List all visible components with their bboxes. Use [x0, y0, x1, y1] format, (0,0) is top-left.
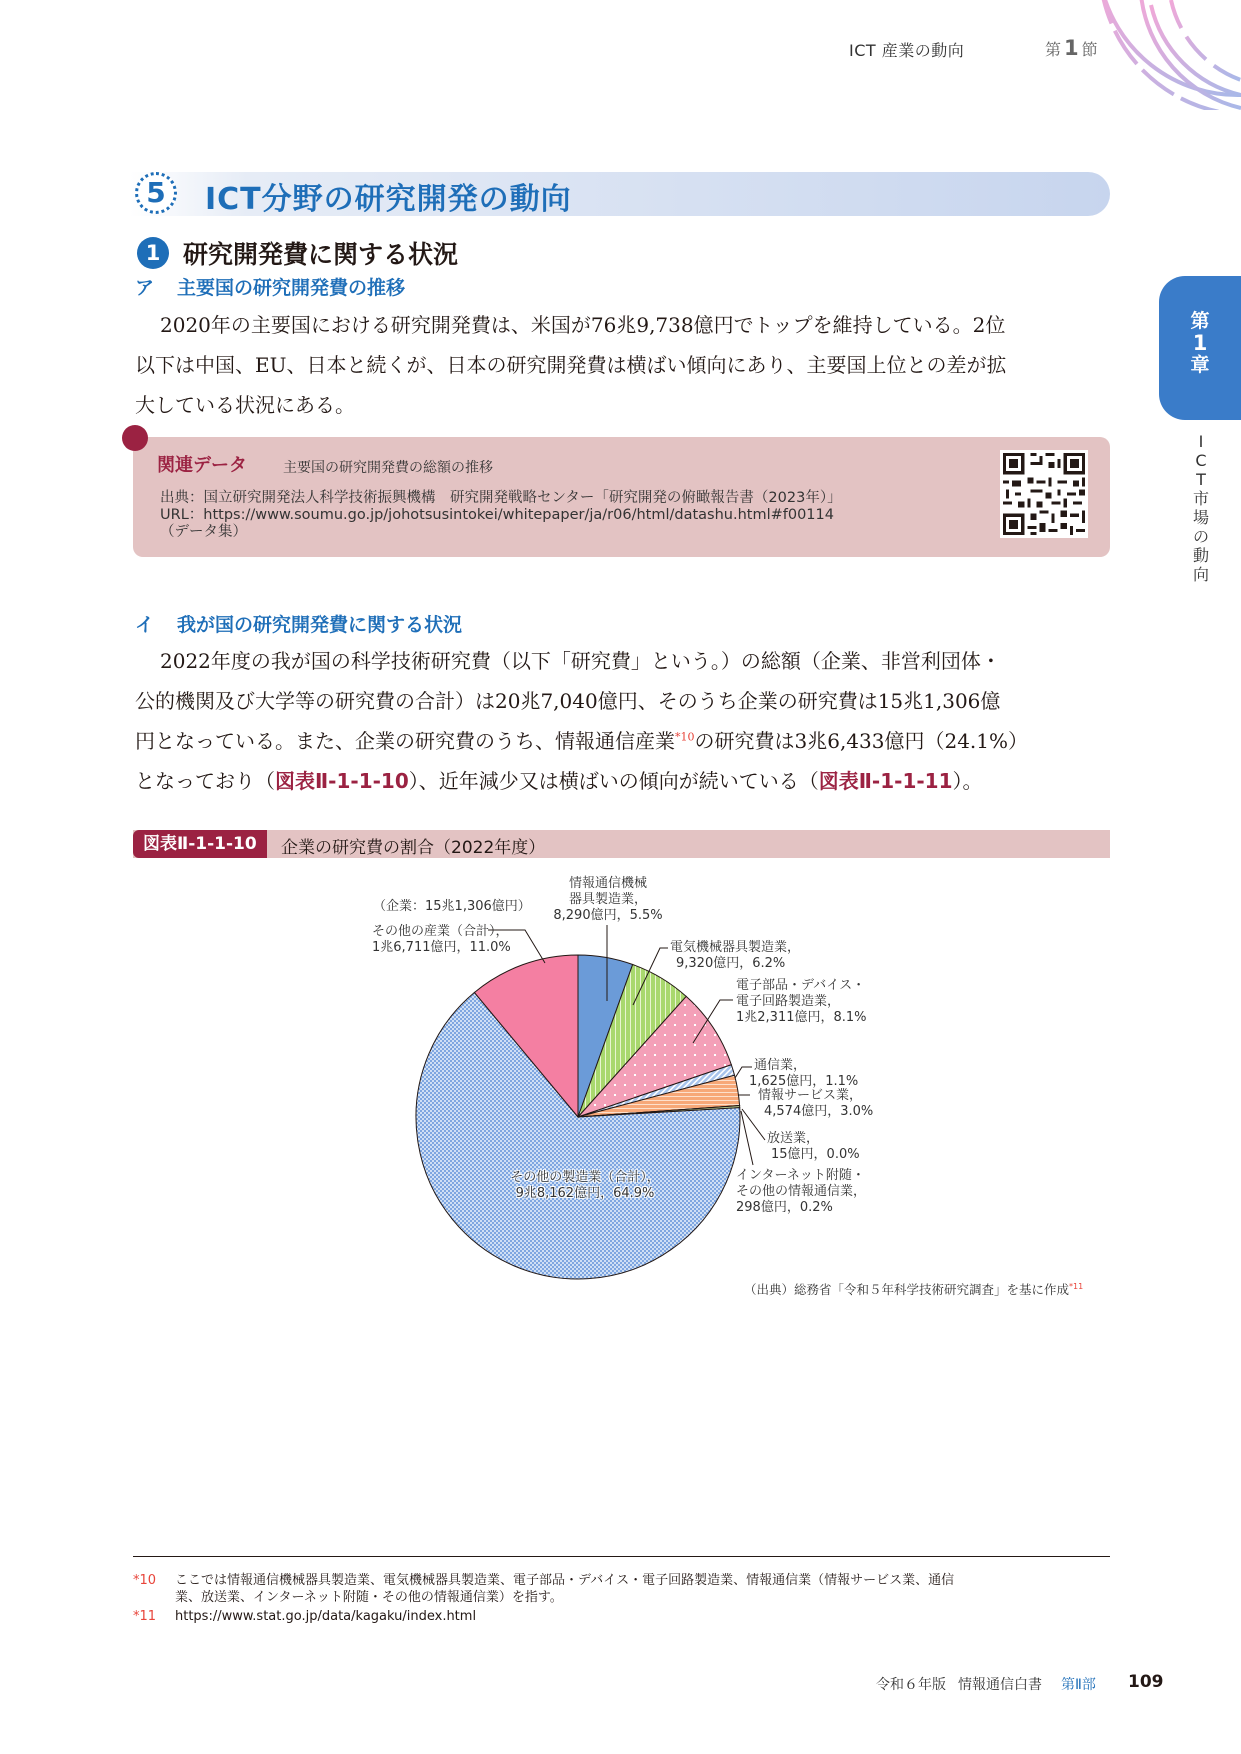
footnote-11-url[interactable]: https://www.stat.go.jp/data/kagaku/index.html	[175, 1609, 477, 1624]
pie-label-internet-other: インターネット附随・ その他の情報通信業， 298億円，0.2%	[736, 1168, 867, 1215]
page-number: 109	[1128, 1672, 1164, 1692]
part-a-paragraph: 2020年の主要国における研究開発費は、米国が76兆9,738億円でトップを維持している。2位 以下は中国、EU、日本と続くが、日本の研究開発費は横ばい傾向にあり、主要国上位との差が拡 大している状況にある。	[135, 313, 1007, 417]
section-indicator: 第 1 節	[1045, 36, 1098, 60]
pie-label-info-comm-equipment: 情報通信機械 器具製造業， 8,290億円，5.5%	[553, 876, 663, 923]
figure-tag: 図表Ⅱ-1-1-10	[133, 830, 267, 858]
pie-total-note: （企業：15兆1,306億円）	[373, 899, 531, 914]
footnote-10: *10 ここでは情報通信機械器具製造業、電気機械器具製造業、電子部品・デバイス・電子回路製造業、情報通信業（情報サービス業、通信 業、放送業、インターネット附随・その他の情報通信業）を指す。	[133, 1573, 955, 1605]
pie-label-info-services: 情報サービス業， 4,574億円，3.0%	[758, 1088, 874, 1119]
subsection-number-badge: 1	[137, 237, 169, 269]
pie-label-broadcasting: 放送業， 15億円，0.0%	[767, 1131, 860, 1162]
section-title: ICT分野の研究開発の動向	[205, 182, 572, 217]
footer-book: 情報通信白書	[958, 1677, 1042, 1693]
subsection-title: 研究開発費に関する状況	[183, 240, 459, 269]
footer-part: 第Ⅱ部	[1061, 1677, 1096, 1693]
pie-label-other-manufacturing: その他の製造業（合計）， 9兆8,162億円，64.9%	[510, 1170, 660, 1201]
figure-title: 企業の研究費の割合（2022年度）	[281, 838, 546, 858]
part-b-paragraph: 2022年度の我が国の科学技術研究費（以下「研究費」という。）の総額（企業、非営利団体・ 公的機関及び大学等の研究費の合計）は20兆7,040億円、そのうち企業の研究費は15兆1,306億 円となっている。また、企業の研究費のうち、情報通信産業$^{*10}$の研究費は3兆6,433億円（24.1%） となっており（図表Ⅱ-1-1-10）、近年減少又は横ばいの傾向が続いている（図表Ⅱ-1-1-11）。	[135, 649, 1029, 793]
running-title: ICT 産業の動向	[849, 41, 965, 60]
chapter-tab[interactable]: 第 1 章	[1159, 276, 1241, 420]
figure-source: （出典）総務省「令和５年科学技術研究調査」を基に作成$^{*11}$	[744, 1281, 1084, 1297]
pie-label-electrical-machinery: 電気機械器具製造業， 9,320億円，6.2%	[670, 940, 801, 971]
related-data-note: （データ集）	[160, 524, 247, 540]
part-b-heading: イ 我が国の研究開発費に関する状況	[135, 614, 463, 636]
figure-link-11[interactable]: 図表Ⅱ-1-1-11	[818, 769, 953, 793]
pie-label-electronic-parts: 電子部品・デバイス・ 電子回路製造業， 1兆2,311億円，8.1%	[736, 978, 867, 1025]
related-data-label: 関連データ	[157, 455, 247, 476]
figure-link-10[interactable]: 図表Ⅱ-1-1-10	[275, 769, 409, 793]
footer-edition: 令和６年版	[876, 1677, 946, 1693]
related-data-source: 出典：国立研究開発法人科学技術振興機構 研究開発戦略センター「研究開発の俯瞰報告書（2023年）」	[160, 490, 842, 506]
footnote-ref-10[interactable]: *10	[675, 730, 695, 744]
pie-label-other-industries: その他の産業（合計）， 1兆6,711億円，11.0%	[372, 924, 511, 955]
part-a-heading: ア 主要国の研究開発費の推移	[135, 277, 406, 299]
pie-label-telecom: 通信業， 1,625億円，1.1%	[749, 1058, 859, 1089]
chapter-side-title: I C T 市 場 の 動 向	[1192, 432, 1209, 584]
section-number-badge: 5	[135, 172, 177, 214]
related-data-title: 主要国の研究開発費の総額の推移	[283, 460, 493, 476]
footnote-divider	[133, 1556, 1110, 1557]
footnote-11: *11 https://www.stat.go.jp/data/kagaku/index.html	[133, 1609, 477, 1624]
related-data-url[interactable]: URL：https://www.soumu.go.jp/johotsusintokei/whitepaper/ja/r06/html/datashu.html#f00114	[160, 507, 834, 523]
